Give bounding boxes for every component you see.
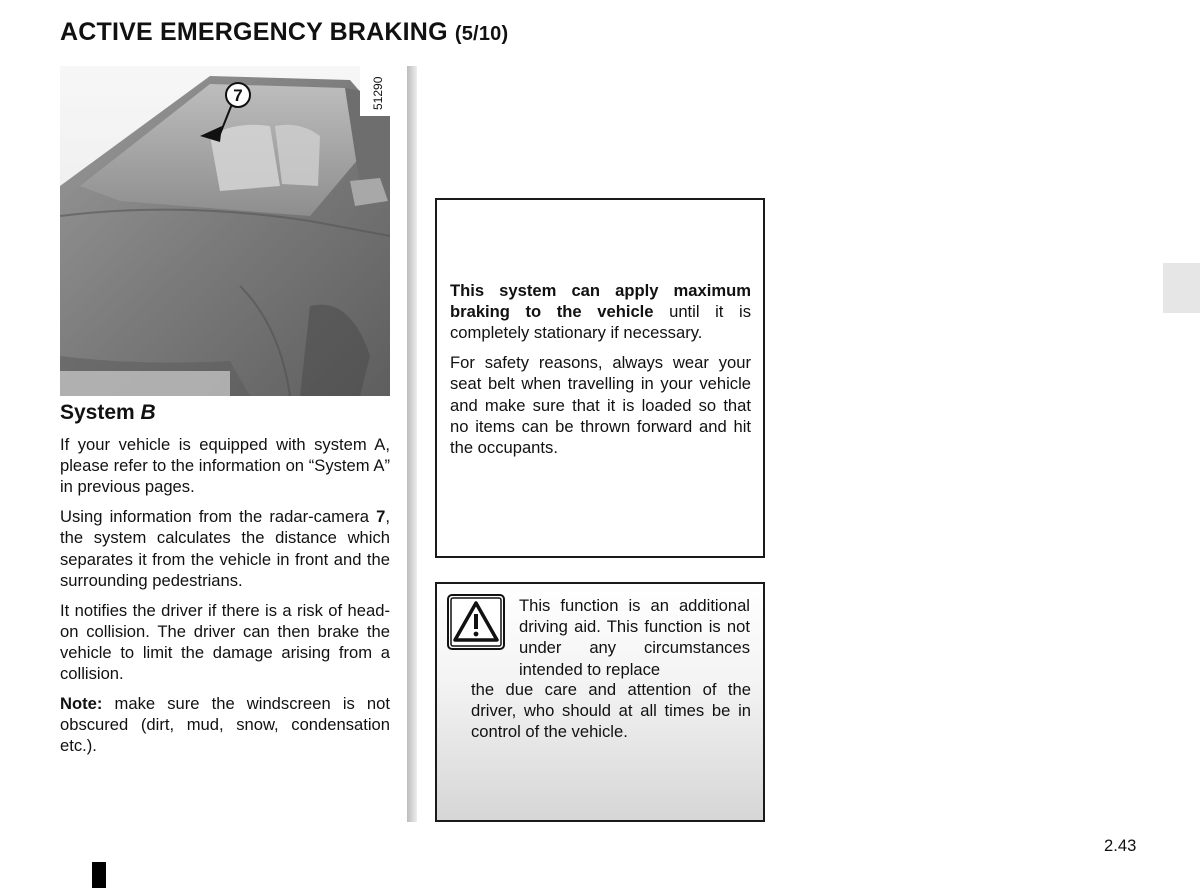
section-heading xyxy=(60,401,156,425)
column-divider xyxy=(407,66,417,822)
page-title xyxy=(60,18,508,47)
paragraph-radar-camera-start: Using information from the radar-camera xyxy=(60,507,377,527)
paragraph-system-a: If your vehicle is equipped with system A, please refer to the information on “System A” in previous pages. xyxy=(60,435,390,497)
section-heading-letter: B xyxy=(140,401,156,424)
paragraph-radar-camera xyxy=(60,506,390,591)
left-column-text xyxy=(60,434,390,765)
car-windscreen-illustration xyxy=(60,66,390,396)
info-box-content xyxy=(450,280,751,467)
paragraph-radar-camera-end: , the system calculates the distance which separates it from the vehicle in front and the surrounding pedestrians. xyxy=(60,507,390,590)
paragraph-collision-notice: It notifies the driver if there is a risk of head-on collision. The driver can then brake the vehicle to limit the damage arising from a collision. xyxy=(60,600,390,684)
page-corner-mark xyxy=(92,862,106,888)
callout-reference: 7 xyxy=(376,507,386,527)
title-part: (5/10) xyxy=(454,23,509,45)
figure-image-code: 51290 xyxy=(371,76,385,110)
paragraph-note xyxy=(60,693,390,757)
warning-text-bottom: the due care and attention of the driver, who should at all times be in control of the vehicle. xyxy=(471,680,751,742)
warning-triangle-icon xyxy=(447,594,505,650)
page-number: 2.43 xyxy=(1104,836,1137,855)
info-paragraph-braking xyxy=(450,280,751,344)
section-heading-prefix: System xyxy=(60,401,141,424)
title-text: ACTIVE EMERGENCY BRAKING xyxy=(60,18,448,46)
info-bold-text: This system can apply maximum braking to the vehicle xyxy=(450,281,751,322)
note-label: Note: xyxy=(60,694,103,714)
note-text: make sure the windscreen is not obscured (dirt, mud, snow, condensation etc.). xyxy=(60,694,390,756)
warning-box xyxy=(435,582,765,822)
info-rest-text: until it is completely stationary if necessary. xyxy=(450,302,751,343)
info-paragraph-seatbelt: For safety reasons, always wear your seat belt when travelling in your vehicle and make sure that it is loaded so that no items can be thrown forward and hit the occupants. xyxy=(450,353,751,458)
chapter-tab xyxy=(1163,263,1200,313)
warning-text-top: This function is an additional driving aid. This function is not under any circumstances intended to replace xyxy=(519,596,750,679)
info-box xyxy=(435,198,765,558)
figure-callout: 7 xyxy=(233,86,243,105)
